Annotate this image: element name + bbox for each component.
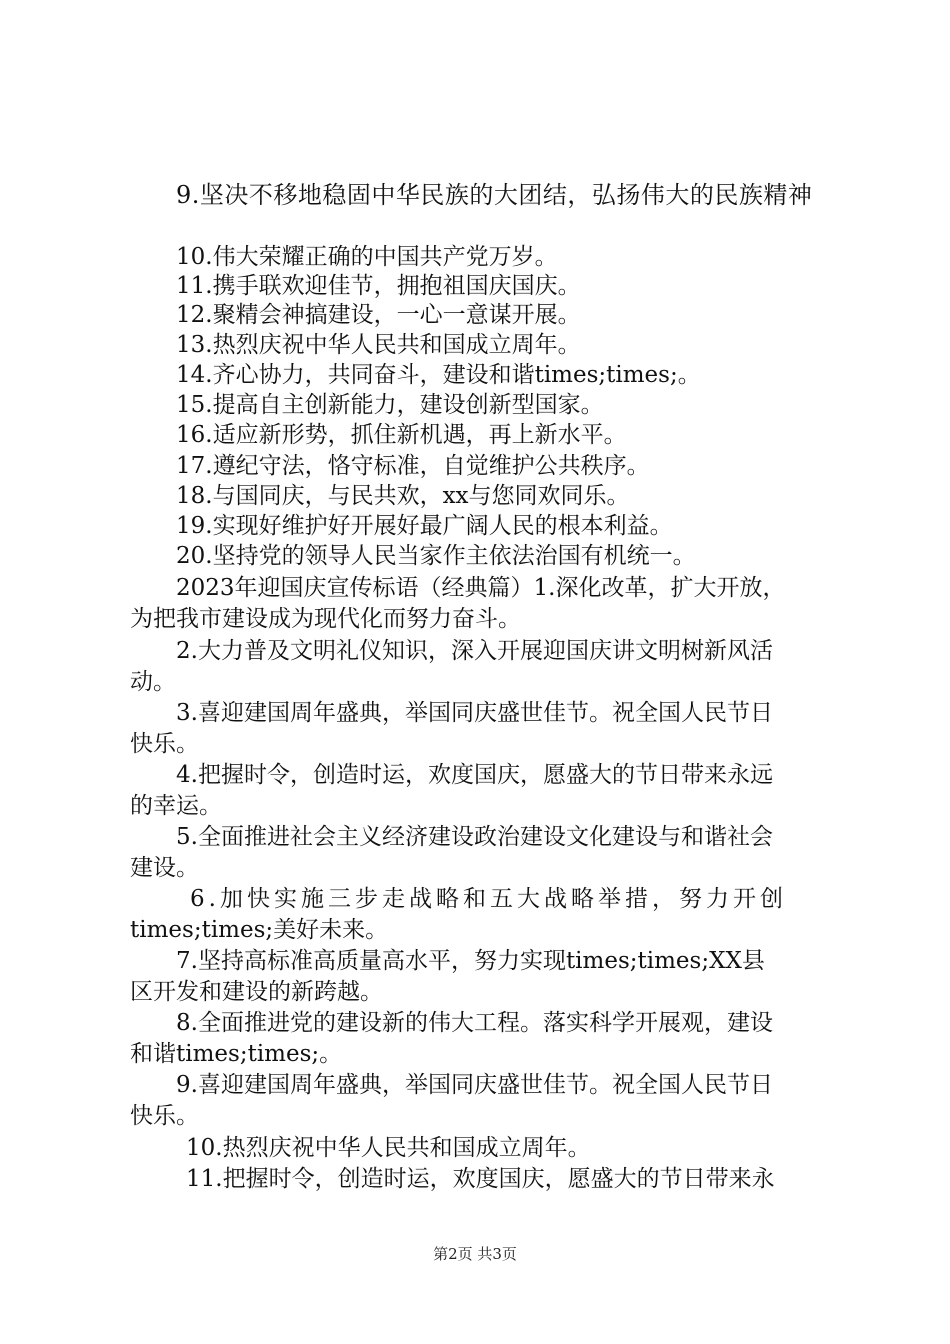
text-line: 14.齐心协力，共同奋斗，建设和谐times;times;。 — [176, 362, 701, 388]
text-line: 的幸运。 — [130, 793, 222, 819]
text-line: 2023年迎国庆宣传标语（经典篇）1.深化改革，扩大开放， — [176, 575, 786, 601]
text-line: 10.热烈庆祝中华人民共和国成立周年。 — [186, 1135, 591, 1161]
text-line: 10.伟大荣耀正确的中国共产党万岁。 — [176, 244, 558, 270]
text-line: 16.适应新形势，抓住新机遇，再上新水平。 — [176, 422, 627, 448]
text-line: 15.提高自主创新能力，建设创新型国家。 — [176, 392, 604, 418]
text-line: 为把我市建设成为现代化而努力奋斗。 — [130, 606, 521, 632]
text-line: 快乐。 — [130, 1103, 199, 1129]
text-line: 区开发和建设的新跨越。 — [130, 979, 383, 1005]
text-line: 动。 — [130, 669, 176, 695]
text-line: 12.聚精会神搞建设，一心一意谋开展。 — [176, 302, 581, 328]
text-line: 和谐times;times;。 — [130, 1041, 343, 1067]
text-line: 11.把握时令，创造时运，欢度国庆，愿盛大的节日带来永 — [186, 1166, 775, 1192]
text-line: 8.全面推进党的建设新的伟大工程。落实科学开展观，建设 — [176, 1010, 773, 1036]
text-line: 13.热烈庆祝中华人民共和国成立周年。 — [176, 332, 581, 358]
text-line: 5.全面推进社会主义经济建设政治建设文化建设与和谐社会 — [176, 824, 773, 850]
text-line: 2.大力普及文明礼仪知识，深入开展迎国庆讲文明树新风活 — [176, 638, 773, 664]
text-line: 11.携手联欢迎佳节，拥抱祖国庆国庆。 — [176, 273, 581, 299]
text-line: 18.与国同庆，与民共欢，xx与您同欢同乐。 — [176, 483, 630, 509]
text-line: 20.坚持党的领导人民当家作主依法治国有机统一。 — [176, 543, 696, 569]
text-line: 7.坚持高标准高质量高水平，努力实现times;times;XX县 — [176, 948, 765, 974]
text-line: 17.遵纪守法，恪守标准，自觉维护公共秩序。 — [176, 453, 650, 479]
text-line: 9.坚决不移地稳固中华民族的大团结，弘扬伟大的民族精神 — [176, 181, 813, 209]
text-line: 快乐。 — [130, 731, 199, 757]
text-line: 3.喜迎建国周年盛典，举国同庆盛世佳节。祝全国人民节日 — [176, 700, 773, 726]
text-line: 9.喜迎建国周年盛典，举国同庆盛世佳节。祝全国人民节日 — [176, 1072, 773, 1098]
text-line: 6.加快实施三步走战略和五大战略举措，努力开创 — [190, 886, 787, 912]
text-line: 4.把握时令，创造时运，欢度国庆，愿盛大的节日带来永远 — [176, 762, 773, 788]
page-number-footer: 第2页 共3页 — [433, 1245, 517, 1263]
text-line: 建设。 — [130, 855, 199, 881]
text-line: times;times;美好未来。 — [130, 917, 389, 943]
text-line: 19.实现好维护好开展好最广阔人民的根本利益。 — [176, 513, 673, 539]
